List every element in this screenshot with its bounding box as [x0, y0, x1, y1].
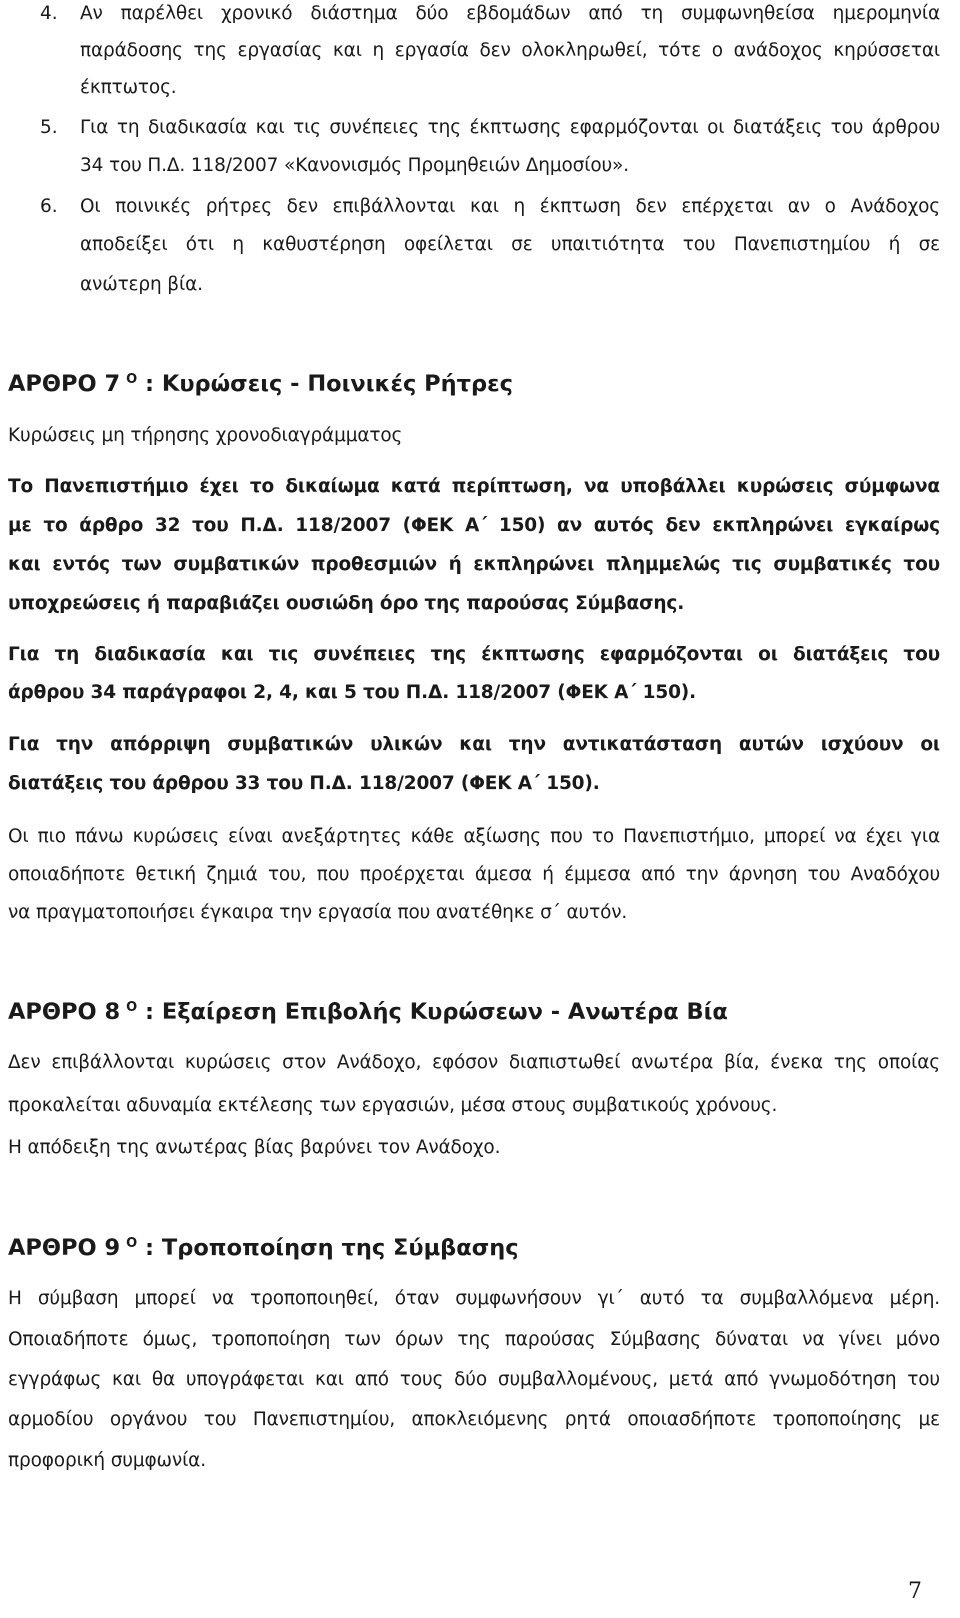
paragraph-line: Η απόδειξη της ανωτέρας βίας βαρύνει τον Ανάδοχο. [8, 1137, 501, 1158]
paragraph-line: Δεν επιβάλλονται κυρώσεις στον Ανάδοχο, εφόσον διαπιστωθεί ανωτέρα βία, ένεκα της οποίας [8, 1052, 940, 1073]
list-item-line: παράδοσης της εργασίας και η εργασία δεν ολοκληρωθεί, τότε ο ανάδοχος κηρύσσεται [80, 40, 940, 61]
list-item-line: Για τη διαδικασία και τις συνέπειες της έκπτωσης εφαρμόζονται οι διατάξεις του άρθρου [80, 117, 940, 138]
article-8-heading [8, 998, 728, 1026]
heading-label: ΑΡΘΡΟ 9 [8, 1235, 121, 1261]
heading-title: : Εξαίρεση Επιβολής Κυρώσεων - Ανωτέρα Βία [145, 999, 728, 1025]
heading-superscript: Ο [126, 372, 138, 387]
article-9-heading [8, 1234, 519, 1262]
paragraph-line: Οποιαδήποτε όμως, τροποποίηση των όρων της παρούσας Σύμβασης δύναται να γίνει μόνο [8, 1329, 940, 1350]
paragraph-line: άρθρου 34 παράγραφοι 2, 4, και 5 του Π.Δ. 118/2007 (ΦΕΚ Α΄ 150). [8, 682, 696, 703]
list-item-line: έκπτωτος. [80, 77, 177, 98]
paragraph-line: Το Πανεπιστήμιο έχει το δικαίωμα κατά περίπτωση, να υποβάλλει κυρώσεις σύμφωνα [8, 476, 940, 497]
paragraph-line: προκαλείται αδυναμία εκτέλεσης των εργασιών, μέσα στους συμβατικούς χρόνους. [8, 1095, 778, 1116]
list-item-line: αποδείξει ότι η καθυστέρηση οφείλεται σε υπαιτιότητα του Πανεπιστημίου ή σε [80, 234, 940, 255]
list-item-line: Αν παρέλθει χρονικό διάστημα δύο εβδομάδων από τη συμφωνηθείσα ημερομηνία [80, 3, 940, 24]
paragraph-line: Για την απόρριψη συμβατικών υλικών και την αντικατάσταση αυτών ισχύουν οι [8, 734, 940, 755]
list-item-line: 34 του Π.Δ. 118/2007 «Κανονισμός Προμηθειών Δημοσίου». [80, 155, 629, 176]
paragraph-line: οποιαδήποτε θετική ζημιά του, που προέρχεται άμεσα ή έμμεσα από την άρνηση του Αναδόχου [8, 864, 940, 885]
heading-title: : Τροποποίηση της Σύμβασης [145, 1235, 519, 1261]
article-7-subtitle: Κυρώσεις μη τήρησης χρονοδιαγράμματος [8, 425, 403, 446]
paragraph-line: προφορική συμφωνία. [8, 1450, 206, 1471]
article-7-heading [8, 370, 513, 398]
paragraph-line: αρμοδίου οργάνου του Πανεπιστημίου, αποκλειόμενης ρητά οποιασδήποτε τροποποίησης με [8, 1409, 940, 1430]
heading-label: ΑΡΘΡΟ 8 [8, 999, 121, 1025]
heading-superscript: Ο [126, 1000, 138, 1015]
paragraph-line: Για τη διαδικασία και τις συνέπειες της έκπτωσης εφαρμόζονται οι διατάξεις του [8, 644, 940, 665]
heading-label: ΑΡΘΡΟ 7 [8, 371, 121, 397]
paragraph-line: υποχρεώσεις ή παραβιάζει ουσιώδη όρο της παρούσας Σύμβασης. [8, 593, 685, 614]
list-item-line: Οι ποινικές ρήτρες δεν επιβάλλονται και η έκπτωση δεν επέρχεται αν ο Ανάδοχος [80, 196, 940, 217]
list-number: 6. [40, 196, 58, 217]
list-item-line: ανώτερη βία. [80, 274, 203, 295]
list-number: 5. [40, 117, 58, 138]
paragraph-line: Οι πιο πάνω κυρώσεις είναι ανεξάρτητες κάθε αξίωσης που το Πανεπιστήμιο, μπορεί να έχει για [8, 826, 940, 847]
paragraph-line: εγγράφως και θα υπογράφεται και από τους δύο συμβαλλομένους, μετά από γνωμοδότηση του [8, 1369, 940, 1390]
paragraph-line: και εντός των συμβατικών προθεσμιών ή εκπληρώνει πλημμελώς τις συμβατικές του [8, 554, 940, 575]
paragraph-line: διατάξεις του άρθρου 33 του Π.Δ. 118/2007 (ΦΕΚ Α΄ 150). [8, 773, 600, 794]
paragraph-line: με το άρθρο 32 του Π.Δ. 118/2007 (ΦΕΚ Α΄ 150) αν αυτός δεν εκπληρώνει εγκαίρως [8, 515, 940, 536]
heading-title: : Κυρώσεις - Ποινικές Ρήτρες [145, 371, 513, 397]
list-number: 4. [40, 3, 58, 24]
paragraph-line: Η σύμβαση μπορεί να τροποποιηθεί, όταν συμφωνήσουν γι΄ αυτό τα συμβαλλόμενα μέρη. [8, 1288, 940, 1309]
page-number: 7 [908, 1579, 922, 1604]
heading-superscript: Ο [126, 1236, 138, 1251]
paragraph-line: να πραγματοποιήσει έγκαιρα την εργασία που ανατέθηκε σ΄ αυτόν. [8, 902, 628, 923]
